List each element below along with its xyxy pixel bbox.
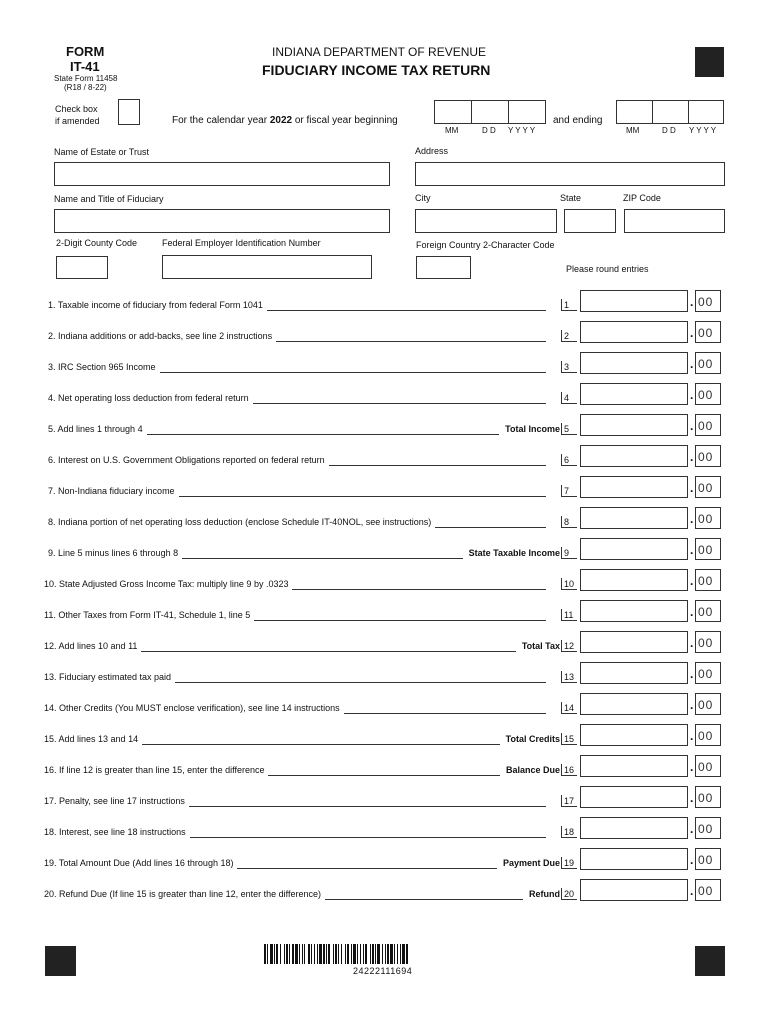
address-label: Address (415, 146, 449, 156)
line-15-number: 15 (564, 734, 575, 744)
line-18-leader (190, 837, 546, 838)
form-title: FIDUCIARY INCOME TAX RETURN (262, 62, 491, 78)
line-10-cents: 00 (698, 574, 714, 588)
line-5-leader (147, 434, 499, 435)
line-5-label: 5. Add lines 1 through 4 (48, 424, 143, 434)
line-14-leader (344, 713, 546, 714)
line-19-number: 19 (564, 858, 575, 868)
line-9-leader (182, 558, 463, 559)
line-10-amount-field[interactable] (580, 569, 688, 591)
line-15-amount-field[interactable] (580, 724, 688, 746)
corner-mark-bottom-right (695, 946, 725, 976)
line-7-label: 7. Non-Indiana fiduciary income (48, 486, 175, 496)
corner-mark-top-right (695, 47, 724, 77)
line-5-decimal-point: . (690, 419, 694, 433)
line-20-total-label: Refund (529, 889, 560, 899)
city-field[interactable] (415, 209, 557, 233)
fein-label: Federal Employer Identification Number (162, 238, 321, 248)
state-label: State (560, 193, 582, 203)
line-13-decimal-point: . (690, 667, 694, 681)
line-16-label: 16. If line 12 is greater than line 15, enter the difference (44, 765, 265, 775)
line-15-label: 15. Add lines 13 and 14 (44, 734, 139, 744)
line-17-label: 17. Penalty, see line 17 instructions (44, 796, 185, 806)
end-mm: MM (626, 126, 640, 135)
line-3-cents: 00 (698, 357, 714, 371)
line-1-decimal-point: . (690, 295, 694, 309)
line-15-cents: 00 (698, 729, 714, 743)
line-14-number: 14 (564, 703, 575, 713)
line-3-label: 3. IRC Section 965 Income (48, 362, 156, 372)
line-13-cents: 00 (698, 667, 714, 681)
line-13-amount-field[interactable] (580, 662, 688, 684)
amended-checkbox[interactable] (118, 99, 140, 125)
name-estate-label: Name of Estate or Trust (54, 147, 150, 157)
line-17-number: 17 (564, 796, 575, 806)
line-12-number: 12 (564, 641, 575, 651)
line-2-number: 2 (564, 331, 570, 341)
line-3-leader (160, 372, 546, 373)
line-7-leader (179, 496, 546, 497)
fein-field[interactable] (162, 255, 372, 279)
city-label: City (415, 193, 431, 203)
line-16-leader (268, 775, 500, 776)
line-12-amount-field[interactable] (580, 631, 688, 653)
line-8-cents: 00 (698, 512, 714, 526)
line-2-amount-field[interactable] (580, 321, 688, 343)
corner-mark-bottom-left (45, 946, 76, 976)
line-16-number: 16 (564, 765, 575, 775)
line-5-total-label: Total Income (505, 424, 560, 434)
line-5-cents: 00 (698, 419, 714, 433)
county-label: 2-Digit County Code (56, 238, 138, 248)
line-4-amount-field[interactable] (580, 383, 688, 405)
line-16-cents: 00 (698, 760, 714, 774)
name-fiduciary-field[interactable] (54, 209, 390, 233)
address-field[interactable] (415, 162, 725, 186)
line-19-leader (237, 868, 497, 869)
barcode (264, 944, 506, 964)
line-12-decimal-point: . (690, 636, 694, 650)
ending-label: and ending (553, 115, 603, 126)
line-11-cents: 00 (698, 605, 714, 619)
line-7-number: 7 (564, 486, 570, 496)
foreign-country-label: Foreign Country 2-Character Code (416, 240, 555, 250)
line-10-label: 10. State Adjusted Gross Income Tax: multiply line 9 by .0323 (44, 579, 289, 589)
line-16-decimal-point: . (690, 760, 694, 774)
line-1-cents: 00 (698, 295, 714, 309)
line-10-leader (292, 589, 546, 590)
tax-year: 2022 (269, 115, 293, 126)
line-3-number: 3 (564, 362, 570, 372)
begin-dd: D D (482, 126, 496, 135)
line-1-label: 1. Taxable income of fiduciary from federal Form 1041 (48, 300, 263, 310)
line-6-number: 6 (564, 455, 570, 465)
line-19-total-label: Payment Due (502, 858, 560, 868)
line-20-number: 20 (564, 889, 575, 899)
line-20-cents: 00 (698, 884, 714, 898)
line-9-number: 9 (564, 548, 570, 558)
line-19-amount-field[interactable] (580, 848, 688, 870)
line-20-amount-field[interactable] (580, 879, 688, 901)
department-name: INDIANA DEPARTMENT OF REVENUE (272, 45, 487, 59)
line-2-leader (276, 341, 546, 342)
line-9-label: 9. Line 5 minus lines 6 through 8 (48, 548, 179, 558)
line-15-total-label: Total Credits (505, 734, 560, 744)
line-18-label: 18. Interest, see line 18 instructions (44, 827, 186, 837)
line-16-total-label: Balance Due (505, 765, 560, 775)
line-8-amount-field[interactable] (580, 507, 688, 529)
line-18-amount-field[interactable] (580, 817, 688, 839)
line-6-cents: 00 (698, 450, 714, 464)
line-5-amount-field[interactable] (580, 414, 688, 436)
line-10-decimal-point: . (690, 574, 694, 588)
line-4-number: 4 (564, 393, 570, 403)
line-2-label: 2. Indiana additions or add-backs, see line 2 instructions (48, 331, 273, 341)
line-12-leader (141, 651, 516, 652)
line-4-decimal-point: . (690, 388, 694, 402)
barcode-number: 24222111694 (353, 966, 413, 976)
line-9-amount-field[interactable] (580, 538, 688, 560)
line-15-decimal-point: . (690, 729, 694, 743)
round-entries-note: Please round entries (566, 264, 649, 274)
county-field[interactable] (56, 256, 108, 279)
line-20-decimal-point: . (690, 884, 694, 898)
line-5-number: 5 (564, 424, 570, 434)
line-6-label: 6. Interest on U.S. Government Obligations reported on federal return (48, 455, 325, 465)
end-yyyy: Y Y Y Y (689, 126, 717, 135)
zip-field[interactable] (624, 209, 725, 233)
line-8-label: 8. Indiana portion of net operating loss deduction (enclose Schedule IT-40NOL, see instructions) (48, 517, 432, 527)
line-17-cents: 00 (698, 791, 714, 805)
line-12-total-label: Total Tax (521, 641, 560, 651)
name-estate-field[interactable] (54, 162, 390, 186)
line-20-label: 20. Refund Due (If line 15 is greater than line 12, enter the difference) (44, 889, 322, 899)
line-15-leader (142, 744, 500, 745)
line-16-amount-field[interactable] (580, 755, 688, 777)
foreign-country-field[interactable] (416, 256, 471, 279)
begin-date-field[interactable] (434, 100, 546, 124)
line-18-cents: 00 (698, 822, 714, 836)
line-14-amount-field[interactable] (580, 693, 688, 715)
line-20-leader (325, 899, 523, 900)
line-9-cents: 00 (698, 543, 714, 557)
line-8-leader (435, 527, 546, 528)
line-14-decimal-point: . (690, 698, 694, 712)
line-19-decimal-point: . (690, 853, 694, 867)
begin-mm: MM (445, 126, 459, 135)
line-9-total-label: State Taxable Income (468, 548, 560, 558)
line-7-decimal-point: . (690, 481, 694, 495)
line-4-label: 4. Net operating loss deduction from federal return (48, 393, 249, 403)
line-10-number: 10 (564, 579, 575, 589)
period-text: For the calendar year 2022 or fiscal year beginning (172, 115, 398, 126)
line-11-number: 11 (564, 610, 574, 620)
line-1-number: 1 (564, 300, 570, 310)
line-19-label: 19. Total Amount Due (Add lines 16 through 18) (44, 858, 234, 868)
form-label: FORM (66, 44, 105, 59)
line-3-decimal-point: . (690, 357, 694, 371)
line-9-decimal-point: . (690, 543, 694, 557)
line-18-decimal-point: . (690, 822, 694, 836)
line-17-decimal-point: . (690, 791, 694, 805)
line-18-number: 18 (564, 827, 575, 837)
line-4-cents: 00 (698, 388, 714, 402)
line-19-cents: 00 (698, 853, 714, 867)
state-field[interactable] (564, 209, 616, 233)
line-1-amount-field[interactable] (580, 290, 688, 312)
begin-yyyy: Y Y Y Y (508, 126, 536, 135)
state-form-number: State Form 11458 (54, 74, 118, 83)
line-11-leader (254, 620, 546, 621)
line-6-leader (329, 465, 546, 466)
line-4-leader (253, 403, 546, 404)
amended-label-1: Check box (55, 104, 98, 114)
line-1-leader (267, 310, 546, 311)
form-revision: (R18 / 8-22) (64, 83, 107, 92)
line-17-amount-field[interactable] (580, 786, 688, 808)
line-2-decimal-point: . (690, 326, 694, 340)
line-6-amount-field[interactable] (580, 445, 688, 467)
zip-label: ZIP Code (623, 193, 661, 203)
line-11-amount-field[interactable] (580, 600, 688, 622)
end-date-field[interactable] (616, 100, 724, 124)
line-14-cents: 00 (698, 698, 714, 712)
amended-label-2: if amended (55, 116, 100, 126)
line-7-cents: 00 (698, 481, 714, 495)
line-8-number: 8 (564, 517, 570, 527)
line-11-label: 11. Other Taxes from Form IT-41, Schedule 1, line 5 (44, 610, 251, 620)
name-fiduciary-label: Name and Title of Fiduciary (54, 194, 164, 204)
line-13-label: 13. Fiduciary estimated tax paid (44, 672, 172, 682)
line-6-decimal-point: . (690, 450, 694, 464)
line-7-amount-field[interactable] (580, 476, 688, 498)
line-2-cents: 00 (698, 326, 714, 340)
end-dd: D D (662, 126, 676, 135)
form-number: IT-41 (70, 59, 100, 74)
line-3-amount-field[interactable] (580, 352, 688, 374)
line-12-label: 12. Add lines 10 and 11 (44, 641, 138, 651)
line-14-label: 14. Other Credits (You MUST enclose verification), see line 14 instructions (44, 703, 340, 713)
line-12-cents: 00 (698, 636, 714, 650)
line-11-decimal-point: . (690, 605, 694, 619)
line-13-number: 13 (564, 672, 575, 682)
line-13-leader (175, 682, 546, 683)
line-8-decimal-point: . (690, 512, 694, 526)
line-17-leader (189, 806, 546, 807)
